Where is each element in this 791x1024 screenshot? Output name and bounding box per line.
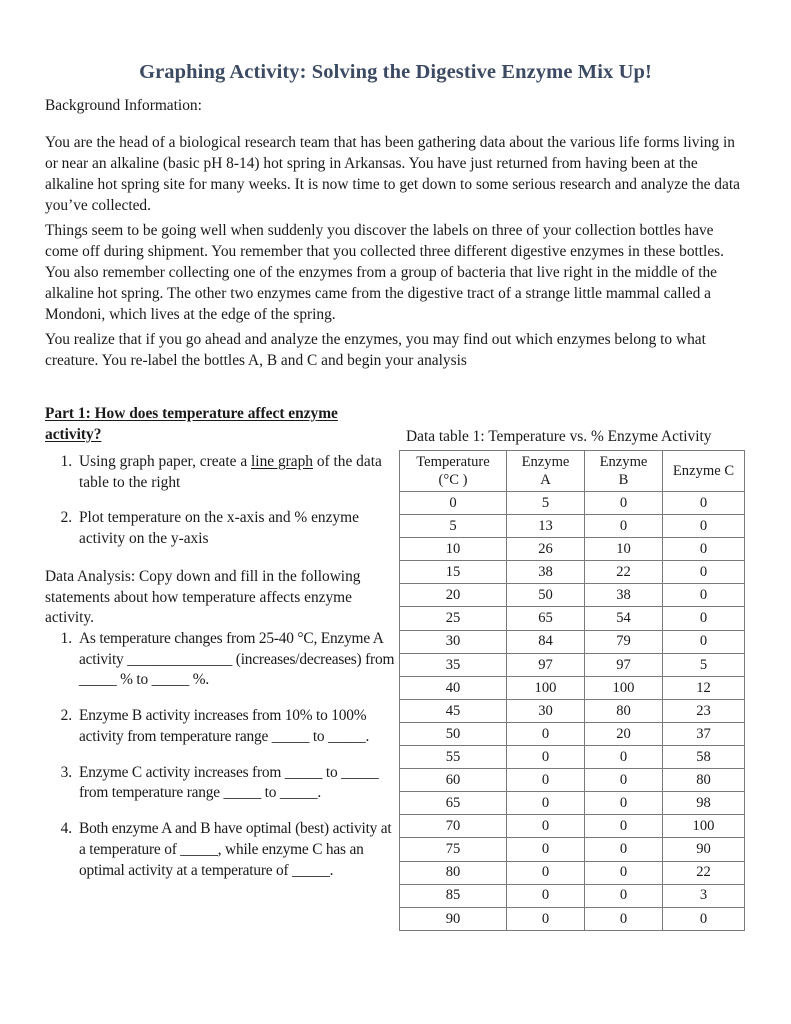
cell-temperature: 55 [400, 746, 507, 769]
table-row [400, 561, 745, 584]
cell-enzyme-a: 38 [507, 561, 585, 584]
cell-enzyme-a: 84 [507, 630, 585, 653]
table-row [400, 515, 745, 538]
instruction-1-post: of the data table to the right [79, 453, 382, 491]
cell-enzyme-c: 0 [663, 538, 745, 561]
cell-enzyme-c: 0 [663, 607, 745, 630]
cell-enzyme-a: 0 [507, 792, 585, 815]
table-row [400, 676, 745, 699]
cell-temperature: 50 [400, 722, 507, 745]
cell-enzyme-b: 0 [585, 746, 663, 769]
cell-enzyme-b: 97 [585, 653, 663, 676]
cell-enzyme-a: 0 [507, 907, 585, 930]
cell-enzyme-b: 79 [585, 630, 663, 653]
cell-enzyme-b: 0 [585, 861, 663, 884]
instruction-2-text: Plot temperature on the x-axis and % enzyme activity on the y-axis [79, 509, 359, 548]
cell-enzyme-c: 12 [663, 676, 745, 699]
table-body [400, 492, 745, 931]
list-item [76, 508, 395, 549]
question-1: As temperature changes from 25-40 °C, Enzyme A activity ______________ (increases/decreases) from _____ % to _____ %. [79, 630, 395, 689]
table-row [400, 653, 745, 676]
cell-enzyme-a: 100 [507, 676, 585, 699]
data-analysis-intro: Data Analysis: Copy down and fill in the following statements about how temperature affects enzyme activity. [45, 567, 361, 627]
cell-enzyme-b: 0 [585, 838, 663, 861]
cell-enzyme-b: 10 [585, 538, 663, 561]
cell-enzyme-c: 80 [663, 769, 745, 792]
cell-enzyme-c: 23 [663, 699, 745, 722]
cell-temperature: 10 [400, 538, 507, 561]
cell-temperature: 75 [400, 838, 507, 861]
table-row [400, 792, 745, 815]
column-header-enzyme-b-line-1: Enzyme [599, 453, 648, 470]
cell-temperature: 45 [400, 699, 507, 722]
cell-enzyme-c: 3 [663, 884, 745, 907]
cell-enzyme-a: 50 [507, 584, 585, 607]
cell-enzyme-a: 26 [507, 538, 585, 561]
cell-enzyme-a: 0 [507, 884, 585, 907]
table-row [400, 699, 745, 722]
part-1-left-column [45, 452, 395, 881]
table-row [400, 815, 745, 838]
table-row [400, 607, 745, 630]
cell-enzyme-c: 0 [663, 907, 745, 930]
cell-temperature: 85 [400, 884, 507, 907]
cell-temperature: 65 [400, 792, 507, 815]
cell-enzyme-a: 13 [507, 515, 585, 538]
temperature-enzyme-activity-table [399, 450, 745, 931]
table-row [400, 907, 745, 930]
column-header-enzyme-b-line-2: B [618, 472, 629, 488]
list-item [76, 819, 395, 881]
cell-enzyme-c: 98 [663, 792, 745, 815]
cell-temperature: 90 [400, 907, 507, 930]
cell-temperature: 25 [400, 607, 507, 630]
cell-enzyme-c: 37 [663, 722, 745, 745]
table-row [400, 492, 745, 515]
cell-enzyme-b: 0 [585, 515, 663, 538]
background-paragraph-1: You are the head of a biological research team that has been gathering data about the various life forms living in or near an alkaline (basic pH 8-14) hot spring in Arkansas. You have just returned from having been at the alkaline hot spring site for many weeks. It is now time to get down to some serious research and analyze the data you’ve collected. [45, 134, 740, 214]
cell-enzyme-c: 90 [663, 838, 745, 861]
data-table-container [399, 450, 744, 931]
part-1-heading: Part 1: How does temperature affect enzyme activity? [45, 405, 338, 443]
column-header-enzyme-c-line-1: Enzyme C [672, 462, 735, 479]
cell-enzyme-a: 97 [507, 653, 585, 676]
question-4: Both enzyme A and B have optimal (best) activity at a temperature of _____, while enzyme C has an optimal activity at a temperature of _____. [79, 820, 392, 879]
cell-enzyme-b: 0 [585, 907, 663, 930]
cell-temperature: 60 [400, 769, 507, 792]
cell-temperature: 30 [400, 630, 507, 653]
cell-enzyme-b: 38 [585, 584, 663, 607]
cell-enzyme-b: 0 [585, 792, 663, 815]
table-row [400, 838, 745, 861]
column-header-enzyme-a-line-2: A [540, 472, 551, 488]
list-item [76, 452, 395, 493]
cell-enzyme-c: 22 [663, 861, 745, 884]
cell-enzyme-a: 0 [507, 769, 585, 792]
background-paragraph-3: You realize that if you go ahead and analyze the enzymes, you may find out which enzymes belong to what creature. You re-label the bottles A, B and C and begin your analysis [45, 331, 706, 369]
cell-enzyme-b: 0 [585, 769, 663, 792]
page-title: Graphing Activity: Solving the Digestive Enzyme Mix Up! [139, 60, 652, 83]
column-header-temperature [400, 451, 507, 492]
instructions-list [45, 452, 395, 550]
cell-enzyme-c: 0 [663, 584, 745, 607]
cell-enzyme-b: 20 [585, 722, 663, 745]
column-header-temperature-line-2: (°C ) [438, 472, 468, 488]
cell-enzyme-c: 58 [663, 746, 745, 769]
cell-enzyme-b: 54 [585, 607, 663, 630]
cell-enzyme-c: 0 [663, 561, 745, 584]
cell-enzyme-b: 100 [585, 676, 663, 699]
cell-temperature: 40 [400, 676, 507, 699]
cell-enzyme-a: 30 [507, 699, 585, 722]
cell-enzyme-b: 0 [585, 884, 663, 907]
cell-temperature: 5 [400, 515, 507, 538]
question-2: Enzyme B activity increases from 10% to 100% activity from temperature range _____ to _____. [79, 707, 370, 745]
cell-enzyme-b: 80 [585, 699, 663, 722]
column-header-enzyme-c [663, 451, 745, 492]
cell-enzyme-c: 5 [663, 653, 745, 676]
table-header-row [400, 451, 745, 492]
background-paragraph-2: Things seem to be going well when suddenly you discover the labels on three of your collection bottles have come off during shipment. You remember that you collected three different digestive enzymes in these bottles. You also remember collecting one of the enzymes from a group of bacteria that live right in the middle of the alkaline hot spring. The other two enzymes came from the digestive tract of a strange little mammal called a Mondoni, which lives at the edge of the spring. [45, 222, 725, 323]
table-row [400, 861, 745, 884]
column-header-enzyme-b [585, 451, 663, 492]
cell-enzyme-a: 0 [507, 746, 585, 769]
cell-enzyme-b: 22 [585, 561, 663, 584]
cell-temperature: 0 [400, 492, 507, 515]
list-item [76, 706, 395, 747]
table-row [400, 769, 745, 792]
cell-enzyme-a: 0 [507, 861, 585, 884]
instruction-1-pre: Using graph paper, create a [79, 453, 252, 470]
list-item [76, 763, 395, 804]
data-analysis-questions-list [45, 629, 395, 881]
cell-enzyme-a: 0 [507, 815, 585, 838]
table-row [400, 538, 745, 561]
table-row [400, 884, 745, 907]
cell-enzyme-c: 0 [663, 492, 745, 515]
cell-temperature: 35 [400, 653, 507, 676]
cell-enzyme-a: 0 [507, 838, 585, 861]
cell-enzyme-a: 5 [507, 492, 585, 515]
cell-enzyme-c: 0 [663, 630, 745, 653]
cell-enzyme-c: 100 [663, 815, 745, 838]
cell-enzyme-c: 0 [663, 515, 745, 538]
cell-temperature: 70 [400, 815, 507, 838]
background-information-label: Background Information: [45, 97, 202, 114]
cell-temperature: 15 [400, 561, 507, 584]
table-row [400, 630, 745, 653]
cell-enzyme-b: 0 [585, 815, 663, 838]
cell-enzyme-a: 0 [507, 722, 585, 745]
instruction-1-underlined: line graph [251, 453, 313, 470]
question-3: Enzyme C activity increases from _____ to _____ from temperature range _____ to _____. [79, 763, 379, 802]
data-table-caption: Data table 1: Temperature vs. % Enzyme Activity [406, 428, 712, 445]
column-header-temperature-line-1: Temperature [416, 453, 490, 470]
column-header-enzyme-a [507, 451, 585, 492]
table-row [400, 584, 745, 607]
list-item [76, 629, 395, 691]
column-header-enzyme-a-line-1: Enzyme [521, 453, 570, 470]
cell-temperature: 80 [400, 861, 507, 884]
cell-enzyme-a: 65 [507, 607, 585, 630]
table-row [400, 722, 745, 745]
cell-enzyme-b: 0 [585, 492, 663, 515]
cell-temperature: 20 [400, 584, 507, 607]
table-row [400, 746, 745, 769]
